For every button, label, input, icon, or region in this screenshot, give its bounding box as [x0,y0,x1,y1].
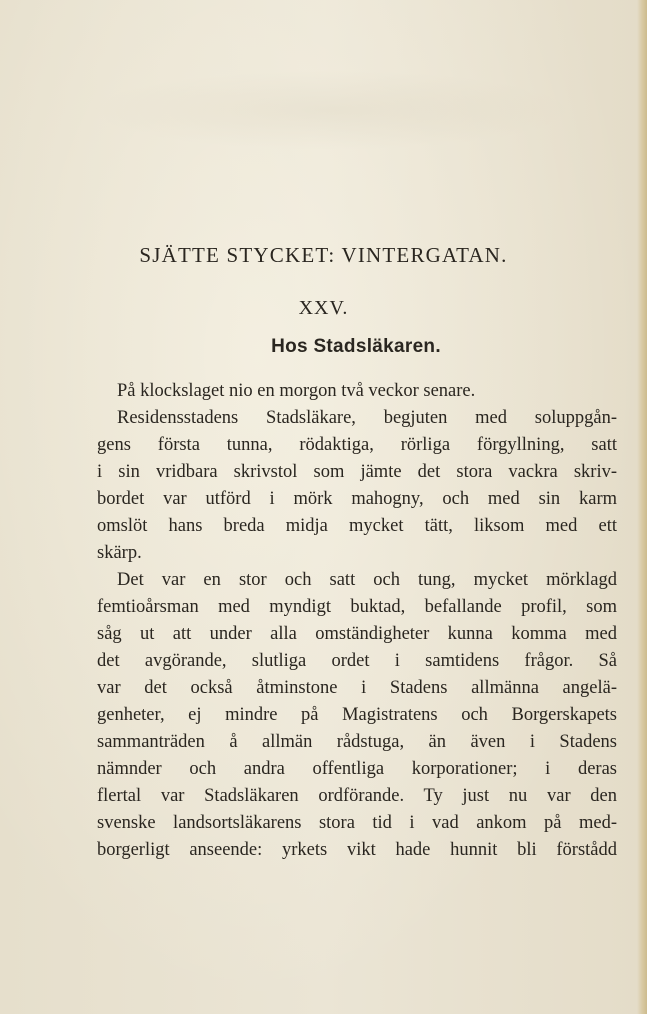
text-line: var det också åtminstone i Stadens allmänna angelä- [97,678,617,698]
text-line: På klockslaget nio en morgon två veckor senare. [117,381,476,401]
text-line: i sin vridbara skrivstol som jämte det stora vackra skriv- [97,462,617,482]
text-line: svenske landsortsläkarens stora tid i vad ankom på med- [97,813,617,833]
text-line: det avgörande, slutliga ordet i samtidens frågor. Så [97,651,617,671]
text-line: femtioårsman med myndigt buktad, befallande profil, som [97,597,617,617]
text-line: flertal var Stadsläkaren ordförande. Ty just nu var den [97,786,617,806]
body-text [97,378,617,864]
text-line: skärp. [97,543,142,563]
text-line: omslöt hans breda midja mycket tätt, liksom med ett [97,516,617,536]
text-line: genheter, ej mindre på Magistratens och Borgerskapets [97,705,617,725]
text-line: såg ut att under alla omständigheter kunna komma med [97,624,617,644]
text-line: Det var en stor och satt och tung, mycket mörklagd [117,570,617,590]
text-line: bordet var utförd i mörk mahogny, och med sin karm [97,489,617,509]
chapter-title: Hos Stadsläkaren. [271,336,441,357]
show-through-text [90,70,570,150]
section-title: SJÄTTE STYCKET: VINTERGATAN. [139,243,508,267]
text-line: sammanträden å allmän rådstuga, än även i Stadens [97,732,617,752]
page-edge [637,0,647,1014]
text-line: Residensstadens Stadsläkare, begjuten med soluppgån- [117,408,617,428]
text-line: gens första tunna, rödaktiga, rörliga förgyllning, satt [97,435,617,455]
text-line: borgerligt anseende: yrkets vikt hade hunnit bli förstådd [97,840,617,860]
chapter-number: XXV. [298,297,349,319]
text-line: nämnder och andra offentliga korporationer; i deras [97,759,617,779]
